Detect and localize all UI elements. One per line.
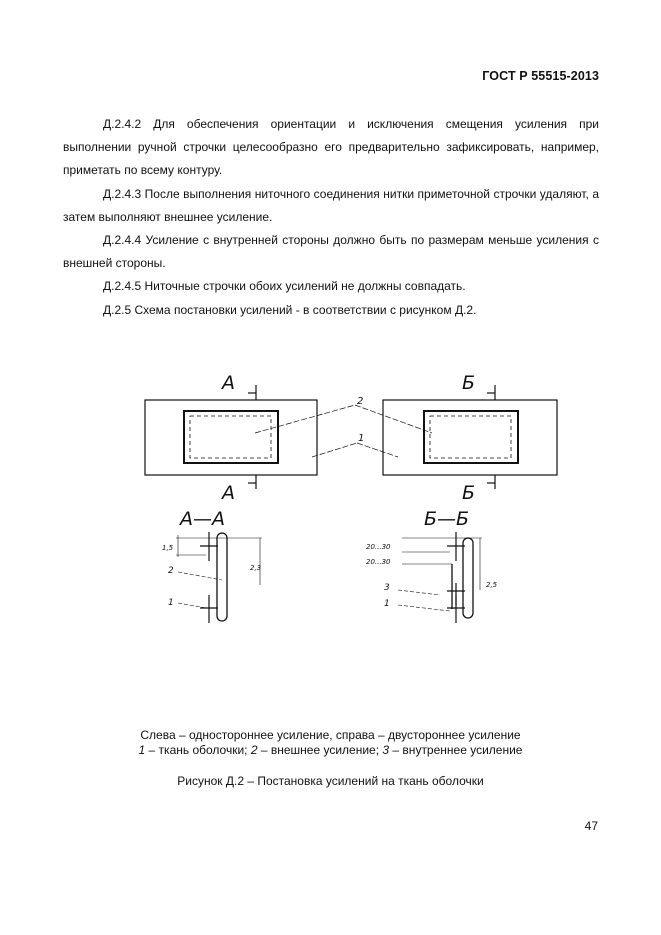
figure-d2-diagram	[140, 365, 580, 635]
legend-text-3: – внутреннее усиление	[389, 743, 523, 757]
left-reinforcement-rect	[184, 411, 278, 463]
paragraph-d-2-4-5: Д.2.4.5 Ниточные строчки обоих усилений не должны совпадать.	[103, 279, 466, 294]
legend-number-1: 1	[138, 743, 146, 757]
left-bottom-section-letter: А	[222, 482, 235, 504]
left-callout-1: 1	[168, 598, 174, 608]
right-callout-1: 1	[384, 599, 390, 609]
page-number: 47	[584, 819, 598, 833]
figure-caption-legend	[0, 743, 661, 757]
right-inner-dashed-rect	[430, 416, 511, 458]
legend-number-2: 2	[250, 743, 258, 757]
legend-number-3: 3	[382, 743, 390, 757]
left-callout-2: 2	[168, 566, 174, 576]
right-callout-3: 3	[384, 583, 390, 593]
paragraph-d-2-5: Д.2.5 Схема постановки усилений - в соответствии с рисунком Д.2.	[103, 302, 477, 317]
left-dim-2: 2,3	[250, 564, 262, 572]
callout-1: 1	[358, 433, 365, 444]
right-dim-3: 2,5	[486, 581, 498, 589]
paragraph-d-2-4-4: Д.2.4.4 Усиление с внутренней стороны должно быть по размерам меньше усиления с внешней стороны.	[63, 233, 599, 271]
right-top-section-letter: Б	[462, 372, 476, 394]
paragraph-d-2-4-2: Д.2.4.2 Для обеспечения ориентации и исключения смещения усиления при выполнении ручной строчки целесообразно его предварительно зафиксировать, например, приметать по всему контуру.	[63, 117, 599, 178]
right-dim-1: 20...30	[366, 543, 391, 551]
figure-title: Рисунок Д.2 – Постановка усилений на ткань оболочки	[177, 774, 484, 788]
right-section-title: Б—Б	[424, 508, 470, 530]
legend-text-2: – внешнее усиление;	[257, 743, 383, 757]
right-dim-2: 20...30	[366, 558, 391, 566]
left-top-section-letter: А	[222, 372, 235, 394]
paragraph-d-2-4-3: Д.2.4.3 После выполнения ниточного соединения нитки приметочной строчки удаляют, а затем выполняют внешнее усиление.	[63, 186, 599, 224]
right-bottom-section-letter: Б	[462, 482, 476, 504]
body-text	[63, 113, 599, 322]
callout-2: 2	[357, 396, 364, 407]
page-header-standard: ГОСТ Р 55515-2013	[482, 69, 599, 83]
left-inner-dashed-rect	[190, 416, 271, 458]
legend-text-1: – ткань оболочки;	[145, 743, 251, 757]
left-section-title: А—А	[180, 508, 225, 530]
right-reinforcement-rect	[424, 411, 518, 463]
left-dim-1: 1,5	[162, 544, 174, 552]
figure-caption-line-1: Слева – одностороннее усиление, справа – двустороннее усиление	[140, 728, 521, 742]
